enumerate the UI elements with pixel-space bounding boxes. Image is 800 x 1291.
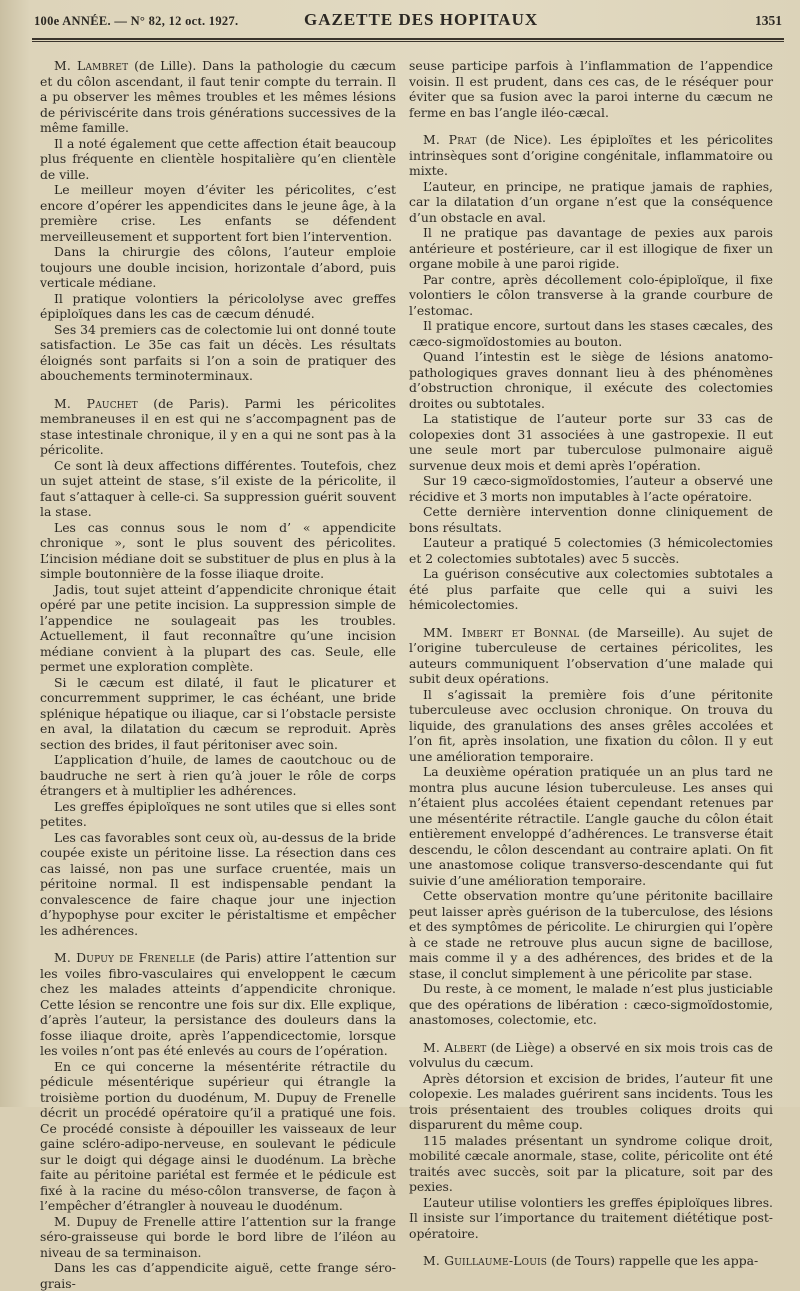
paragraph-text: (de Liège) a observé en six mois trois cas de volvulus du cæcum.	[409, 1039, 773, 1070]
paragraph: La deuxième opération pratiquée un an plus tard ne montra plus aucune lésion tuberculeuse. Les anses qui n’étaient plus accolées étaient cependant retenues par une mésentérite rétractile. L’angle gauche du côlon était entièrement enveloppé d’adhérences. Le transverse était descendu, le côlon descendant au contraire aplati. On fit une anastomose colique transverso-descendante qui fut suivie d’une amélioration temporaire.	[409, 764, 773, 888]
paragraph: Dans la chirurgie des côlons, l’auteur emploie toujours une double incision, horizontale d’abord, puis verticale médiane.	[40, 244, 396, 290]
author-name: M. Dupuy de Frenelle	[54, 950, 196, 965]
author-name: M. Pauchet	[54, 395, 138, 411]
paragraph: 115 malades présentant un syndrome colique droit, mobilité cæcale anormale, stase, colite, péricolite ont été traités avec succès, soit par la plicature, soit par des pexies.	[409, 1132, 773, 1194]
paragraph-text: (de Marseille). Au sujet de l’origine tuberculeuse de certaines péricolites, les auteurs communiquent l’observation d’une malade qui subit deux opérations.	[409, 624, 773, 686]
paragraph-text: (de Tours) rappelle que les appa-	[547, 1253, 759, 1268]
paragraph: Les greffes épiploïques ne sont utiles que si elles sont petites.	[40, 798, 396, 829]
paragraph: Cette observation montre qu’une péritonite bacillaire peut laisser après guérison de la tuberculose, des lésions et des symptômes de péricolite. Le chirurgien qui l’opère à ce stade ne retrouve plus aucun signe de bacillose, mais comme il y a des adhérences, des brides et de la stase, il conclut simplement à une péricolite par stase.	[409, 888, 773, 981]
left-column	[40, 58, 396, 1291]
paragraph: Du reste, à ce moment, le malade n’est plus justiciable que des opérations de libération : cæco-sigmoïdostomie, anastomoses, colectomie, etc.	[409, 981, 773, 1027]
paragraph: La statistique de l’auteur porte sur 33 cas de colopexies dont 31 associées à une gastropexie. Il eut une seule mort par tuberculose pulmonaire aiguë survenue deux mois et demi après l’opération.	[409, 411, 773, 473]
paragraph: Il a noté également que cette affection était beaucoup plus fréquente en clientèle hospitalière qu’en clientèle de ville.	[40, 135, 396, 182]
author-name: M. Albert	[423, 1039, 487, 1055]
journal-title: GAZETTE DES HOPITAUX	[304, 10, 539, 29]
page-number: 1351	[755, 13, 782, 28]
paragraph: M. Dupuy de Frenelle attire l’attention sur la frange séro-graisseuse qui borde le bord libre de l’iléon au niveau de sa terminaison.	[40, 1213, 396, 1260]
paragraph: Jadis, tout sujet atteint d’appendicite chronique était opéré par une petite incision. La suppression simple de l’appendice ne soulageait pas les troubles. Actuellement, il faut reconnaître qu’une incision médiane convient à la plupart des cas. Seule, elle permet une exploration complète.	[40, 581, 396, 674]
issue-info: 100e ANNÉE. — N° 82, 12 oct. 1927.	[34, 14, 239, 28]
paragraph: Après détorsion et excision de brides, l’auteur fit une colopexie. Les malades guérirent sans incidents. Tous les trois présentaient des troubles coliques droits qui disparurent du même coup.	[409, 1070, 773, 1132]
paragraph: Les cas connus sous le nom d’ « appendicite chronique », sont le plus souvent des péricolites. L’incision médiane doit se substituer de plus en plus à la simple boutonnière de la fosse iliaque droite.	[40, 519, 396, 581]
header-rule	[32, 38, 784, 40]
page-header	[34, 10, 782, 32]
paragraph: Il pratique volontiers la péricololyse avec greffes épiploïques dans les cas de cæcum dénudé.	[40, 290, 396, 321]
paragraph: La guérison consécutive aux colectomies subtotales a été plus parfaite que celle qui a suivi les hémicolectomies.	[409, 566, 773, 612]
paragraph: L’auteur a pratiqué 5 colectomies (3 hémicolectomies et 2 colectomies subtotales) avec 5 succès.	[409, 535, 773, 566]
paragraph-text: (de Paris). Parmi les péricolites membraneuses il en est qui ne s’accompagnent pas de stase intestinale chronique, il y en a qui ne sont pas à la péricolite.	[40, 395, 396, 457]
paragraph-text: (de Lille). Dans la pathologie du cæcum et du côlon ascendant, il faut tenir compte du terrain. Il a pu observer les mêmes troubles et les mêmes lésions de périviscérite dans trois générations successives de la même famille.	[40, 58, 396, 135]
author-name: M. Guillaume-Louis	[423, 1253, 548, 1268]
paragraph: Il s’agissait la première fois d’une péritonite tuberculeuse avec occlusion chronique. On trouva du liquide, des granulations des anses grêles accolées et l’on fit, après insolation, une fixation du côlon. Il y eut une amélioration temporaire.	[409, 686, 773, 764]
paragraph	[40, 950, 396, 1059]
author-name: M. Lambret	[54, 58, 129, 73]
paragraph: Quand l’intestin est le siège de lésions anatomo-pathologiques graves donnant lieu à des phénomènes d’obstruction chronique, il exécute des colectomies droites ou subtotales.	[409, 349, 773, 411]
paragraph: Cette dernière intervention donne cliniquement de bons résultats.	[409, 504, 773, 535]
paragraph: Sur 19 cæco-sigmoïdostomies, l’auteur a observé une récidive et 3 morts non imputables à l’acte opératoire.	[409, 473, 773, 504]
author-name: MM. Imbert et Bonnal	[423, 624, 580, 640]
paragraph: En ce qui concerne la mésentérite rétractile du pédicule mésentérique supérieur qui étrangle la troisième portion du duodénum, M. Dupuy de Frenelle décrit un procédé opératoire qu’il a pratiqué une fois. Ce procédé consiste à dépouiller les vaisseaux de leur gaine scléro-adipo-nerveuse, en soulevant le pédicule sur le doigt qui dégage ainsi le duodénum. La brèche faite au péritoine pariétal est fermée et le pédicule est fixé à la racine du méso-côlon transverse, de façon à l’empêcher d’étrangler à nouveau le duodénum.	[40, 1058, 396, 1213]
paragraph: Il pratique encore, surtout dans les stases cæcales, des cæco-sigmoïdostomies au bouton.	[409, 318, 773, 349]
paragraph	[40, 58, 396, 136]
paragraph	[409, 1040, 773, 1071]
paragraph: Si le cæcum est dilaté, il faut le plicaturer et concurremment supprimer, le cas échéant, une bride splénique hépatique ou iliaque, car si l’obstacle persiste en aval, la dilatation du cæcum se reproduit. Après section des brides, il faut péritoniser avec soin.	[40, 674, 396, 752]
paragraph: Il ne pratique pas davantage de pexies aux parois antérieure et postérieure, car il est illogique de fixer un organe mobile à une paroi rigide.	[409, 225, 773, 271]
paragraph: Par contre, après décollement colo-épiploïque, il fixe volontiers le côlon transverse à la grande courbure de l’estomac.	[409, 271, 773, 318]
paragraph-text: (de Nice). Les épiploïtes et les péricolites intrinsèques sont d’origine congénitale, inflammatoire ou mixte.	[409, 132, 773, 178]
paragraph: L’auteur, en principe, ne pratique jamais de raphies, car la dilatation d’un organe n’est que la conséquence d’un obstacle en aval.	[409, 178, 773, 225]
paragraph: Les cas favorables sont ceux où, au-dessus de la bride coupée existe un péritoine lisse. La résection dans ces cas laissé, non pas une surface cruentée, mais un péritoine normal. Il est indispensable pendant la convalescence de faire chaque jour une injection d’hypophyse pour exciter le péristaltisme et empêcher les adhérences.	[40, 829, 396, 938]
paragraph	[409, 132, 773, 179]
paragraph: Le meilleur moyen d’éviter les péricolites, c’est encore d’opérer les appendicites dans le jeune âge, à la première crise. Les enfants se défendent merveilleusement et supportent fort bien l’intervention.	[40, 182, 396, 244]
paragraph	[409, 625, 773, 687]
paragraph: Dans les cas d’appendicite aiguë, cette frange séro-grais-	[40, 1260, 396, 1291]
right-column	[409, 58, 773, 1269]
author-name: M. Prat	[423, 132, 477, 147]
paragraph	[409, 1253, 773, 1269]
paragraph: L’auteur utilise volontiers les greffes épiploïques libres. Il insiste sur l’importance du traitement diététique post-opératoire.	[409, 1194, 773, 1241]
paragraph: L’application d’huile, de lames de caoutchouc ou de baudruche ne sert à rien qu’à jouer le rôle de corps étrangers et à multiplier les adhérences.	[40, 752, 396, 798]
paragraph	[40, 396, 396, 458]
header-rule-thin	[32, 41, 784, 42]
paragraph: seuse participe parfois à l’inflammation de l’appendice voisin. Il est prudent, dans ces cas, de le réséquer pour éviter que sa fusion avec la paroi interne du cæcum ne ferme en bas l’angle iléo-cæcal.	[409, 58, 773, 120]
paragraph-text: (de Paris) attire l’attention sur les voiles fibro-vasculaires qui enveloppent le cæcum chez les malades atteints d’appendicite chronique. Cette lésion se rencontre une fois sur dix. Elle explique, d’après l’auteur, la persistance des douleurs dans la fosse iliaque droite, après l’appendicectomie, lorsque les voiles n’ont pas été enlevés au cours de l’opération.	[40, 950, 396, 1058]
paragraph: Ce sont là deux affections différentes. Toutefois, chez un sujet atteint de stase, s’il existe de la péricolite, il faut s’attaquer à celle-ci. Sa suppression guérit souvent la stase.	[40, 457, 396, 519]
paragraph: Ses 34 premiers cas de colectomie lui ont donné toute satisfaction. Le 35e cas fait un décès. Les résultats éloignés sont parfaits si l’on a soin de pratiquer des abouchements terminoterminaux.	[40, 321, 396, 383]
